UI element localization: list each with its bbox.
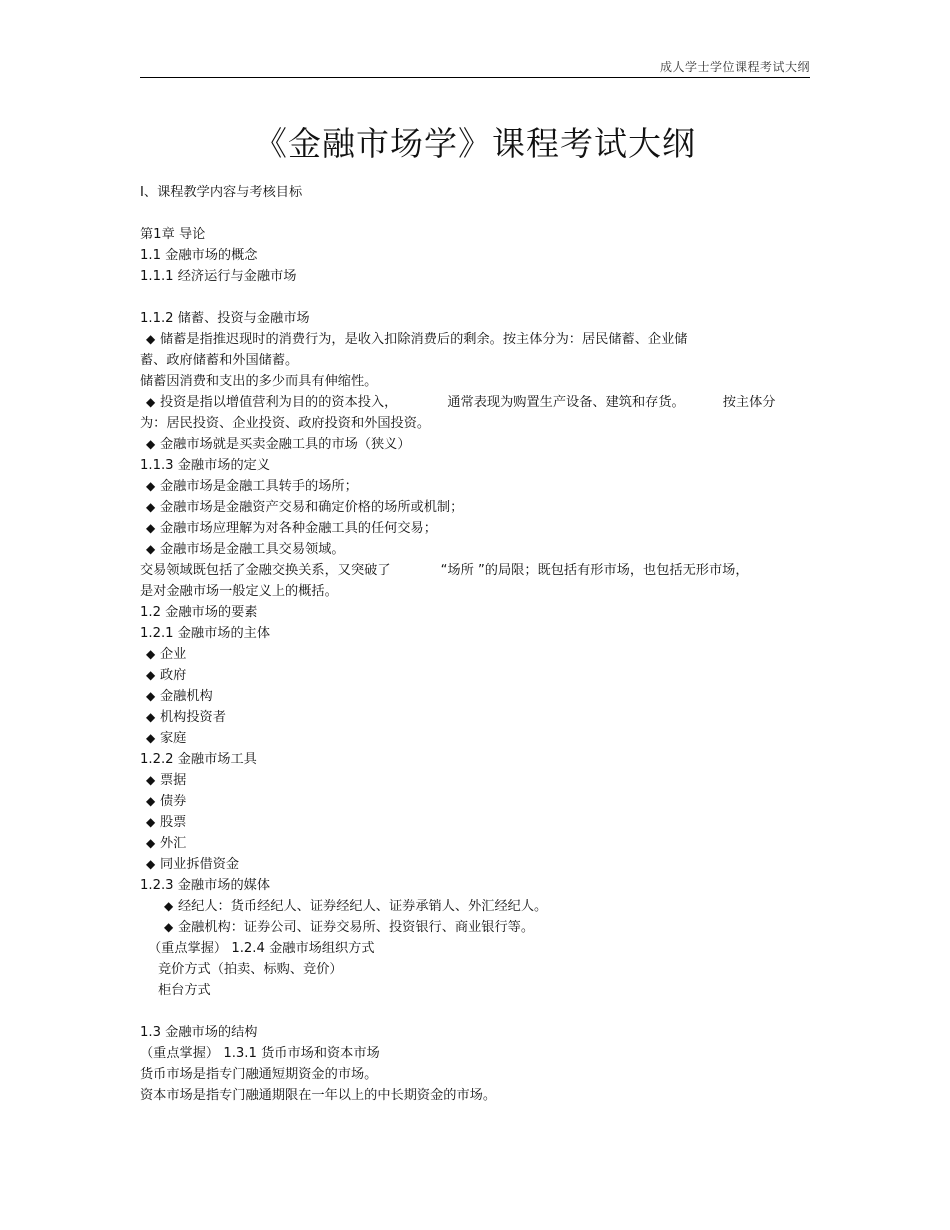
diamond-bullet-icon: ◆ xyxy=(146,395,156,409)
diamond-bullet-icon: ◆ xyxy=(146,668,156,682)
list-item xyxy=(140,497,810,518)
subsubsection-heading: 1.1.1 经济运行与金融市场 xyxy=(140,269,297,284)
subsubsection-heading: 1.2.3 金融市场的媒体 xyxy=(140,878,271,893)
blank-line xyxy=(140,203,810,224)
paragraph-text: 投资是指以增值营利为目的的资本投入， xyxy=(160,395,398,410)
list-item xyxy=(140,518,810,539)
list-item xyxy=(140,392,810,413)
document-body xyxy=(140,182,810,1106)
paragraph-text: 交易领域既包括了金融交换关系，又突破了 xyxy=(140,563,391,578)
list-item xyxy=(140,728,810,749)
paragraph-text: 柜台方式 xyxy=(158,983,211,998)
list-item-label: 家庭 xyxy=(160,731,187,746)
list-item xyxy=(140,812,810,833)
paragraph-text: 为：居民投资、企业投资、政府投资和外国投资。 xyxy=(140,416,431,431)
diamond-bullet-icon: ◆ xyxy=(164,899,174,913)
list-item-label: 企业 xyxy=(160,647,187,662)
list-item-label: 政府 xyxy=(160,668,187,683)
list-item xyxy=(140,644,810,665)
list-item xyxy=(140,707,810,728)
paragraph-text: 储蓄是指推迟现时的消费行为，是收入扣除消费后的剩余。按主体分为：居民储蓄、企业储 xyxy=(160,332,688,347)
paragraph-text: 储蓄因消费和支出的多少而具有伸缩性。 xyxy=(140,374,378,389)
subsubsection-heading: （重点掌握） 1.3.1 货币市场和资本市场 xyxy=(140,1046,380,1061)
paragraph-text: 金融市场是金融工具交易领域。 xyxy=(160,542,345,557)
list-item xyxy=(140,434,810,455)
paragraph-text: 金融机构：证券公司、证券交易所、投资银行、商业银行等。 xyxy=(178,920,535,935)
list-item xyxy=(140,770,810,791)
diamond-bullet-icon: ◆ xyxy=(146,500,156,514)
page-title: 《金融市场学》课程考试大纲 xyxy=(254,124,696,163)
list-item-label: 机构投资者 xyxy=(160,710,226,725)
diamond-bullet-icon: ◆ xyxy=(146,710,156,724)
list-item-label: 金融机构 xyxy=(160,689,213,704)
subsubsection-heading: 1.2.2 金融市场工具 xyxy=(140,752,257,767)
subsubsection-heading: 1.2.1 金融市场的主体 xyxy=(140,626,271,641)
subsubsection-heading: 1.1.3 金融市场的定义 xyxy=(140,458,271,473)
paragraph-text: 金融市场是金融资产交易和确定价格的场所或机制； xyxy=(160,500,464,515)
running-header: 成人学士学位课程考试大纲 xyxy=(659,60,810,74)
list-item-label: 债券 xyxy=(160,794,187,809)
diamond-bullet-icon: ◆ xyxy=(146,731,156,745)
list-item xyxy=(140,665,810,686)
section-heading: I、课程教学内容与考核目标 xyxy=(140,185,303,200)
diamond-bullet-icon: ◆ xyxy=(146,437,156,451)
list-item-label: 外汇 xyxy=(160,836,187,851)
list-item xyxy=(140,833,810,854)
header-rule xyxy=(140,77,810,78)
paragraph-text: 金融市场应理解为对各种金融工具的任何交易； xyxy=(160,521,437,536)
diamond-bullet-icon: ◆ xyxy=(146,647,156,661)
diamond-bullet-icon: ◆ xyxy=(146,857,156,871)
paragraph-text: 通常表现为购置生产设备、建筑和存货。 xyxy=(447,395,685,410)
paragraph-text: 资本市场是指专门融通期限在一年以上的中长期资金的市场。 xyxy=(140,1088,497,1103)
diamond-bullet-icon: ◆ xyxy=(146,689,156,703)
paragraph-text: 竞价方式（拍卖、标购、竞价） xyxy=(158,962,343,977)
paragraph-text xyxy=(140,560,810,581)
diamond-bullet-icon: ◆ xyxy=(146,542,156,556)
subsubsection-heading: （重点掌握） 1.2.4 金融市场组织方式 xyxy=(148,941,375,956)
diamond-bullet-icon: ◆ xyxy=(146,773,156,787)
paragraph-text: 金融市场就是买卖金融工具的市场（狭义） xyxy=(160,437,411,452)
paragraph-text: 蓄、政府储蓄和外国储蓄。 xyxy=(140,353,299,368)
list-item-label: 同业拆借资金 xyxy=(160,857,240,872)
paragraph-text: 经纪人：货币经纪人、证券经纪人、证券承销人、外汇经纪人。 xyxy=(178,899,548,914)
paragraph-text: 是对金融市场一般定义上的概括。 xyxy=(140,584,338,599)
list-item-label: 票据 xyxy=(160,773,187,788)
blank-line xyxy=(140,1001,810,1022)
list-item xyxy=(140,896,810,917)
diamond-bullet-icon: ◆ xyxy=(146,836,156,850)
list-item xyxy=(140,686,810,707)
paragraph-text: 按主体分 xyxy=(722,395,776,410)
diamond-bullet-icon: ◆ xyxy=(146,332,156,346)
subsubsection-heading: 1.1.2 储蓄、投资与金融市场 xyxy=(140,311,310,326)
diamond-bullet-icon: ◆ xyxy=(164,920,174,934)
paragraph-text: 货币市场是指专门融通短期资金的市场。 xyxy=(140,1067,378,1082)
paragraph-text: “场所 ”的局限；既包括有形市场，也包括无形市场， xyxy=(440,563,749,578)
list-item xyxy=(140,791,810,812)
subsection-heading: 1.1 金融市场的概念 xyxy=(140,248,258,263)
diamond-bullet-icon: ◆ xyxy=(146,479,156,493)
subsection-heading: 1.3 金融市场的结构 xyxy=(140,1025,258,1040)
blank-line xyxy=(140,287,810,308)
list-item xyxy=(140,917,810,938)
chapter-heading: 第1章 导论 xyxy=(140,227,206,242)
list-item xyxy=(140,329,810,350)
list-item xyxy=(140,539,810,560)
subsection-heading: 1.2 金融市场的要素 xyxy=(140,605,258,620)
paragraph-text: 金融市场是金融工具转手的场所； xyxy=(160,479,358,494)
diamond-bullet-icon: ◆ xyxy=(146,815,156,829)
list-item xyxy=(140,476,810,497)
list-item-label: 股票 xyxy=(160,815,187,830)
list-item xyxy=(140,854,810,875)
diamond-bullet-icon: ◆ xyxy=(146,794,156,808)
diamond-bullet-icon: ◆ xyxy=(146,521,156,535)
